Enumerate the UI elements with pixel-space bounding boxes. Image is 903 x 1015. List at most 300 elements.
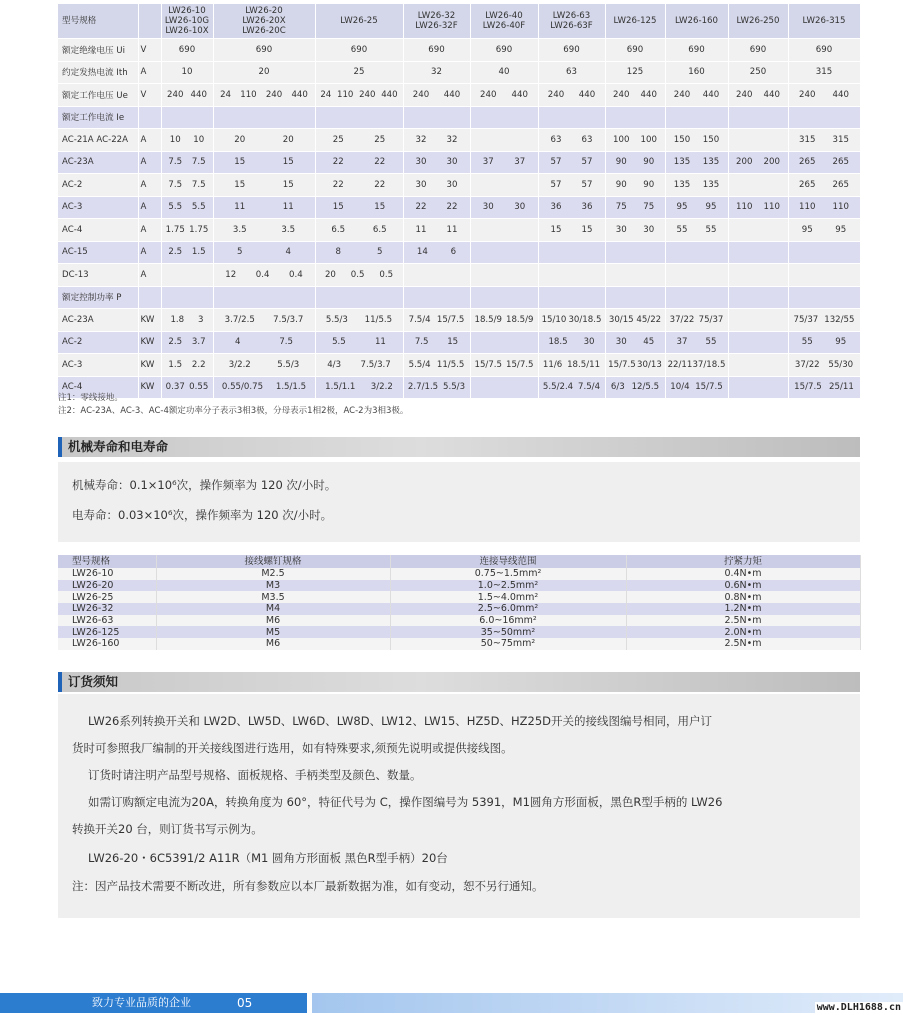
spec-cell-part: 7.5/4	[408, 314, 431, 325]
spec-header-cell	[58, 4, 138, 39]
terminal-cell: 2.5~6.0mm²	[390, 603, 626, 615]
spec-cell	[665, 174, 728, 197]
spec-row-unit	[138, 106, 161, 129]
spec-cell-part: 75	[643, 202, 655, 213]
spec-cell-part: 4/3	[327, 359, 342, 370]
spec-header-cell	[138, 4, 161, 39]
spec-cell-value	[541, 202, 603, 212]
spec-cell-value: 63	[566, 67, 577, 78]
spec-cell	[728, 196, 788, 219]
spec-cell-part: 5.5/3	[443, 382, 466, 393]
terminal-cell: LW26-160	[58, 638, 156, 650]
spec-cell	[605, 354, 665, 377]
spec-cell-part: 4	[234, 337, 241, 348]
spec-header-line: LW26-250	[736, 16, 780, 26]
spec-row	[58, 84, 860, 107]
spec-cell-part: 1.5/1.1	[325, 382, 356, 393]
spec-cell-part: 90	[643, 157, 655, 168]
spec-cell-part: 110	[240, 89, 257, 100]
spec-cell-part: 22	[415, 202, 427, 213]
spec-cell	[470, 376, 538, 399]
spec-cell-part: 135	[673, 179, 691, 190]
spec-cell-part: 10	[169, 134, 181, 145]
spec-cell	[538, 354, 605, 377]
spec-cell-part: 37/22	[794, 359, 820, 370]
spec-cell-part: 0.4	[255, 269, 270, 280]
order-p3a: 如需订购额定电流为20A，转换角度为 60°，特征代号为 C，操作图编号为 5391，M1圆角方形面板，黑色R型手柄的 LW26	[88, 795, 723, 809]
spec-header-cell	[728, 4, 788, 39]
spec-cell	[665, 151, 728, 174]
spec-cell-value	[164, 382, 211, 392]
spec-cell-value	[216, 337, 313, 347]
spec-row-unit: A	[138, 129, 161, 152]
spec-header-line: LW26-63F	[550, 21, 593, 31]
spec-cell-part: 150	[702, 134, 720, 145]
spec-cell-part: 240	[480, 89, 497, 100]
terminal-header-cell: 拧紧力矩	[626, 555, 860, 568]
spec-cell-value: 160	[688, 67, 705, 78]
spec-cell	[470, 309, 538, 332]
spec-cell-part: 440	[190, 89, 207, 100]
spec-cell	[315, 84, 403, 107]
spec-cell	[161, 331, 213, 354]
spec-cell-part: 315	[832, 134, 849, 145]
spec-cell-part: 7.5/3.7	[273, 314, 304, 325]
spec-cell	[403, 219, 470, 242]
spec-cell-value	[216, 382, 313, 392]
spec-cell-part: 240	[265, 89, 283, 100]
spec-cell	[213, 241, 315, 264]
terminal-cell: 1.2N•m	[626, 603, 860, 615]
spec-cell	[605, 84, 665, 107]
spec-cell-value	[668, 180, 726, 190]
spec-cell	[538, 174, 605, 197]
spec-cell-part: 3/2.2	[228, 359, 251, 370]
spec-cell	[788, 309, 860, 332]
spec-cell-part: 11/6	[542, 359, 563, 370]
spec-cell-part: 55	[705, 224, 717, 235]
spec-cell-part: 5	[377, 247, 383, 258]
spec-cell-part: 25	[374, 134, 386, 145]
spec-cell-part: 22	[446, 202, 458, 213]
spec-cell-part: 240	[167, 89, 184, 100]
spec-cell-value	[608, 360, 663, 370]
terminal-row	[58, 638, 860, 650]
spec-cell-value	[216, 247, 313, 257]
spec-cell-value	[406, 247, 468, 257]
spec-row-label: 额定工作电流 Ie	[58, 106, 138, 129]
spec-header-line: LW26-160	[675, 16, 718, 26]
spec-row	[58, 331, 860, 354]
spec-cell	[728, 241, 788, 264]
spec-cell-value	[541, 90, 603, 100]
spec-header-cell	[315, 4, 403, 39]
spec-cell-part: 11/5.5	[364, 314, 393, 325]
spec-cell-part: 2.5	[168, 247, 183, 258]
spec-cell-value	[668, 360, 726, 370]
spec-cell	[470, 331, 538, 354]
spec-cell-part: 8	[335, 247, 341, 258]
spec-cell-value	[541, 135, 603, 145]
spec-cell-value	[318, 90, 401, 100]
spec-cell-part: 100	[640, 134, 657, 145]
spec-cell	[728, 331, 788, 354]
spec-cell-value	[668, 315, 726, 325]
spec-row-label: DC-13	[58, 264, 138, 287]
spec-cell-part: 240	[412, 89, 430, 100]
spec-row-label: AC-4	[58, 219, 138, 242]
terminal-cell: 0.6N•m	[626, 580, 860, 592]
spec-cell-value	[164, 135, 211, 145]
spec-header-cell	[788, 4, 860, 39]
spec-cell-value	[318, 202, 401, 212]
spec-cell	[161, 174, 213, 197]
spec-cell-value	[791, 337, 858, 347]
spec-cell	[665, 39, 728, 62]
spec-header-cell	[538, 4, 605, 39]
spec-cell	[538, 264, 605, 287]
spec-row-unit: A	[138, 219, 161, 242]
spec-cell-part: 2.2	[191, 359, 206, 370]
spec-cell-part: 0.37	[165, 382, 185, 393]
spec-cell-part: 11	[234, 202, 246, 213]
spec-cell	[728, 174, 788, 197]
spec-cell-part: 20	[282, 134, 294, 145]
spec-cell-part: 63	[581, 134, 593, 145]
spec-row-unit: A	[138, 264, 161, 287]
spec-cell-value	[791, 315, 858, 325]
mechanical-life-text: 机械寿命：0.1×10⁶次，操作频率为 120 次/小时。	[72, 478, 337, 492]
spec-cell-part: 440	[511, 89, 528, 100]
spec-cell	[728, 219, 788, 242]
spec-cell-part: 0.55	[189, 382, 209, 393]
terminal-cell: LW26-10	[58, 568, 156, 580]
spec-cell	[728, 39, 788, 62]
spec-cell-part: 18.5/9	[506, 314, 534, 325]
spec-cell-value: 315	[815, 67, 833, 78]
spec-cell-value: 40	[498, 67, 510, 78]
spec-cell	[403, 354, 470, 377]
note-2: 注2：AC-23A、AC-3、AC-4额定功率分子表示3相3极，分母表示1相2极，AC-2为3相3极。	[58, 406, 409, 416]
spec-cell	[605, 106, 665, 129]
spec-header-line: LW26-10X	[165, 26, 209, 36]
spec-cell-value	[318, 135, 401, 145]
spec-cell-value	[406, 180, 468, 190]
spec-cell-value: 125	[626, 67, 644, 78]
spec-cell-part: 200	[736, 157, 753, 168]
terminal-table	[58, 555, 861, 650]
spec-cell	[538, 106, 605, 129]
order-p1b: 货时可参照我厂编制的开关接线图进行选用，如有特殊要求,须预先说明或提供接线图。	[72, 741, 513, 755]
spec-cell-part: 150	[673, 134, 691, 145]
spec-header-row	[58, 4, 860, 39]
spec-cell	[213, 264, 315, 287]
spec-cell	[161, 354, 213, 377]
spec-cell-part: 32	[415, 134, 427, 145]
spec-cell-value	[731, 90, 786, 100]
spec-row-unit: V	[138, 39, 161, 62]
spec-cell	[605, 61, 665, 84]
spec-cell	[315, 174, 403, 197]
spec-cell	[470, 106, 538, 129]
spec-cell	[605, 286, 665, 309]
spec-cell-value	[216, 157, 313, 167]
spec-cell	[788, 174, 860, 197]
spec-row-label: AC-2	[58, 331, 138, 354]
spec-cell-value	[791, 135, 858, 145]
spec-cell-part: 63	[550, 134, 562, 145]
spec-cell-part: 15/7.5	[608, 359, 636, 370]
spec-cell-part: 2.5	[168, 337, 183, 348]
spec-cell	[470, 84, 538, 107]
spec-cell-part: 5.5	[168, 202, 183, 213]
spec-cell-value	[164, 247, 211, 257]
spec-cell-value	[541, 315, 603, 325]
spec-cell-part: 132/55	[824, 314, 855, 325]
footer-bar	[0, 993, 307, 1013]
terminal-cell: 6.0~16mm²	[390, 615, 626, 627]
spec-cell	[161, 309, 213, 332]
spec-cell-value	[318, 270, 401, 280]
spec-cell-part: 15/7.5	[506, 359, 534, 370]
spec-cell	[213, 151, 315, 174]
spec-row	[58, 151, 860, 174]
spec-cell-part: 240	[359, 89, 376, 100]
order-p1a: LW26系列转换开关和 LW2D、LW5D、LW6D、LW8D、LW12、LW15、HZ5D、HZ25D开关的接线图编号相同，用户订	[88, 714, 713, 728]
spec-cell-part: 25	[332, 134, 344, 145]
spec-cell-part: 90	[615, 179, 627, 190]
spec-row-unit: KW	[138, 331, 161, 354]
spec-row-unit: KW	[138, 309, 161, 332]
spec-cell	[470, 219, 538, 242]
spec-cell-part: 22	[374, 179, 386, 190]
spec-cell-part: 15/7.5	[695, 382, 723, 393]
spec-cell-part: 57	[581, 179, 593, 190]
spec-row-unit	[138, 286, 161, 309]
spec-row-label: 约定发热电流 Ith	[58, 61, 138, 84]
spec-row	[58, 309, 860, 332]
spec-header-line: LW26-32F	[415, 21, 458, 31]
page-number: 05	[237, 996, 253, 1010]
spec-cell-value	[216, 180, 313, 190]
spec-cell-part: 135	[702, 157, 720, 168]
spec-row-label: AC-2	[58, 174, 138, 197]
spec-row	[58, 129, 860, 152]
spec-cell-value	[406, 135, 468, 145]
spec-cell-part: 15	[550, 224, 562, 235]
spec-cell	[788, 196, 860, 219]
spec-row-unit: A	[138, 196, 161, 219]
spec-cell	[665, 264, 728, 287]
spec-cell-part: 240	[547, 89, 565, 100]
terminal-cell: LW26-125	[58, 626, 156, 638]
spec-header-line: LW26-20C	[242, 26, 286, 36]
spec-header-line: LW26-125	[613, 16, 657, 26]
spec-cell-part: 30/15	[608, 314, 634, 325]
spec-cell-part: 15/7.5	[474, 359, 502, 370]
terminal-cell: M6	[156, 615, 390, 627]
spec-row-label: 额定控制功率 P	[58, 286, 138, 309]
spec-cell-value	[318, 157, 401, 167]
spec-cell	[470, 264, 538, 287]
spec-cell	[315, 39, 403, 62]
order-p4: LW26-20・6C5391/2 A11R（M1 圆角方形面板 黑色R型手柄）20台	[88, 851, 448, 865]
spec-row	[58, 219, 860, 242]
spec-cell-part: 6	[450, 247, 457, 258]
spec-cell-value	[608, 157, 663, 167]
spec-table	[58, 4, 861, 399]
spec-cell-value: 690	[178, 44, 196, 55]
spec-cell-part: 22	[332, 157, 344, 168]
spec-header-line: LW26-20	[245, 6, 283, 16]
spec-header-line: LW26-25	[340, 16, 378, 26]
spec-cell-part: 95	[705, 202, 717, 213]
spec-cell-part: 240	[799, 89, 816, 100]
spec-cell-value	[164, 360, 211, 370]
spec-cell-value: 690	[255, 44, 273, 55]
spec-cell	[161, 151, 213, 174]
spec-row-unit: KW	[138, 376, 161, 399]
spec-cell-part: 0.55/0.75	[221, 382, 264, 393]
spec-cell	[161, 129, 213, 152]
spec-cell-part: 3.5	[232, 224, 247, 235]
spec-cell-value	[216, 90, 313, 100]
spec-cell-part: 37	[676, 337, 688, 348]
spec-cell-part: 36	[581, 202, 593, 213]
spec-cell-part: 95	[835, 337, 847, 348]
spec-header-cell	[161, 4, 213, 39]
spec-cell-part: 440	[763, 89, 780, 100]
spec-cell-part: 30	[643, 224, 655, 235]
life-section	[58, 462, 860, 542]
spec-cell-part: 7.5/3.7	[360, 359, 391, 370]
spec-cell-value	[406, 157, 468, 167]
spec-row	[58, 61, 860, 84]
order-p5: 注：因产品技术需要不断改进，所有参数应以本厂最新数据为准，如有变动，恕不另行通知。	[72, 879, 544, 893]
spec-cell	[665, 354, 728, 377]
spec-cell-part: 14	[416, 247, 428, 258]
spec-cell-value: 32	[431, 67, 442, 78]
spec-cell	[728, 354, 788, 377]
spec-cell	[665, 376, 728, 399]
spec-cell-part: 440	[640, 89, 657, 100]
note-1: 注1：零线接地。	[58, 393, 123, 403]
spec-cell	[788, 39, 860, 62]
spec-cell-value	[473, 360, 536, 370]
spec-cell-part: 18.5	[548, 337, 568, 348]
spec-cell-part: 15	[234, 179, 246, 190]
spec-cell-value	[668, 90, 726, 100]
spec-cell-part: 37	[514, 157, 526, 168]
spec-cell-part: 5.5/3	[325, 314, 348, 325]
spec-cell	[213, 84, 315, 107]
spec-cell-part: 4	[285, 247, 291, 258]
spec-cell	[728, 129, 788, 152]
spec-cell	[161, 196, 213, 219]
spec-cell	[665, 84, 728, 107]
spec-row-label: AC-15	[58, 241, 138, 264]
spec-cell	[403, 264, 470, 287]
spec-cell	[538, 331, 605, 354]
spec-cell	[788, 219, 860, 242]
spec-cell-part: 110	[799, 202, 816, 213]
spec-cell-value: 690	[688, 44, 705, 55]
spec-cell-value	[318, 315, 401, 325]
spec-cell	[728, 106, 788, 129]
spec-cell-value: 690	[815, 44, 833, 55]
spec-cell-value	[318, 337, 401, 347]
spec-cell	[315, 241, 403, 264]
terminal-cell: M2.5	[156, 568, 390, 580]
spec-cell-value	[318, 180, 401, 190]
spec-cell	[161, 264, 213, 287]
spec-cell-part: 30	[482, 202, 494, 213]
spec-cell-part: 75/37	[793, 314, 819, 325]
spec-cell-part: 6.5	[331, 224, 346, 235]
spec-cell-part: 7.5	[168, 157, 183, 168]
spec-cell	[403, 39, 470, 62]
spec-cell-part: 15	[447, 337, 459, 348]
spec-header-cell	[213, 4, 315, 39]
terminal-header-cell: 连接导线范围	[390, 555, 626, 568]
spec-cell-part: 45	[643, 337, 655, 348]
terminal-cell: 1.5~4.0mm²	[390, 591, 626, 603]
terminal-cell: 2.5N•m	[626, 638, 860, 650]
spec-cell	[788, 264, 860, 287]
notes	[58, 392, 408, 418]
spec-header-cell	[605, 4, 665, 39]
spec-cell-value	[608, 180, 663, 190]
spec-row	[58, 106, 860, 129]
spec-cell-part: 7.5	[279, 337, 294, 348]
spec-cell-value	[541, 360, 603, 370]
life-section-title: 机械寿命和电寿命	[58, 437, 860, 457]
spec-cell-part: 110	[336, 89, 354, 100]
terminal-cell: 0.4N•m	[626, 568, 860, 580]
spec-cell-part: 3/2.2	[370, 382, 393, 393]
spec-cell-part: 7.5	[168, 179, 183, 190]
spec-cell-value	[406, 202, 468, 212]
spec-cell	[213, 61, 315, 84]
spec-cell	[315, 331, 403, 354]
terminal-cell: 2.5N•m	[626, 615, 860, 627]
spec-cell	[665, 309, 728, 332]
spec-cell-part: 0.5	[350, 269, 365, 280]
spec-cell	[161, 61, 213, 84]
spec-cell-part: 24	[220, 89, 232, 100]
spec-cell-part: 55	[676, 224, 688, 235]
spec-cell	[605, 129, 665, 152]
spec-cell-part: 6/3	[610, 382, 625, 393]
spec-cell	[538, 39, 605, 62]
spec-cell-value	[318, 247, 401, 257]
spec-cell-part: 15	[581, 224, 593, 235]
spec-row-label: AC-23A	[58, 309, 138, 332]
spec-cell-value	[406, 337, 468, 347]
spec-cell-value	[164, 337, 211, 347]
spec-cell-value	[406, 225, 468, 235]
spec-cell-part: 55/30	[828, 359, 854, 370]
spec-cell-part: 3	[198, 314, 204, 325]
spec-cell-part: 22/11	[667, 359, 693, 370]
spec-cell-part: 315	[799, 134, 816, 145]
spec-cell-part: 20	[234, 134, 246, 145]
spec-cell-value	[164, 315, 211, 325]
spec-cell-part: 11	[415, 224, 427, 235]
spec-cell	[728, 286, 788, 309]
spec-cell	[728, 309, 788, 332]
spec-cell-part: 1.5	[168, 359, 183, 370]
